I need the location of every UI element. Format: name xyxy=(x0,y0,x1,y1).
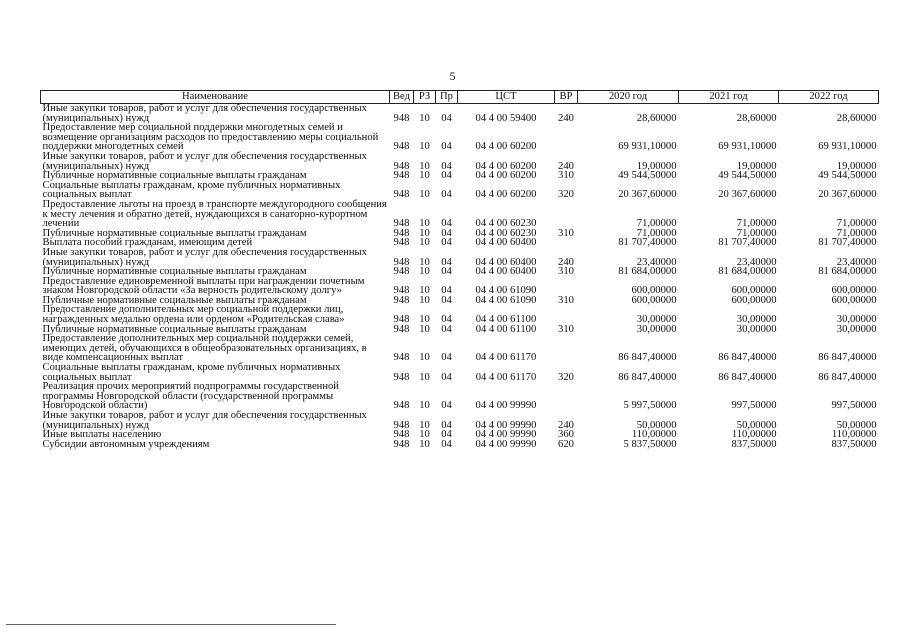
cell-vr: 240 xyxy=(558,160,574,172)
cell-cst: 04 4 00 99990 xyxy=(475,438,537,450)
cell-2020: 49 544,50000 xyxy=(618,170,677,182)
cell-ved: 948 xyxy=(393,371,410,383)
cell-pr: 04 xyxy=(441,266,452,278)
cell-cst: 04 4 00 60200 xyxy=(475,189,537,201)
header-rz: РЗ xyxy=(414,91,436,104)
cell-name: Публичные нормативные социальные выплаты гражданам xyxy=(42,323,307,335)
cell-ved: 948 xyxy=(393,160,410,172)
cell-cst: 04 4 00 61170 xyxy=(475,371,537,383)
cell-vr: 310 xyxy=(558,227,574,239)
cell-2022: 23,40000 xyxy=(836,256,877,268)
cell-2021: 81 684,00000 xyxy=(718,266,777,278)
cell-2022: 86 847,40000 xyxy=(818,371,877,383)
cell-ved: 948 xyxy=(393,400,410,412)
cell-pr: 04 xyxy=(441,256,452,268)
cell-rz: 10 xyxy=(419,256,430,268)
cell-2020: 86 847,40000 xyxy=(618,371,677,383)
cell-pr: 04 xyxy=(441,314,452,326)
cell-2022: 110,00000 xyxy=(831,429,877,441)
cell-name: Реализация прочих мероприятий подпрограммы государственной программы Новгородской области (государственной программы Новгородской области) xyxy=(42,381,339,412)
table-body xyxy=(41,104,879,450)
cell-rz: 10 xyxy=(419,294,430,306)
cell-2020: 81 684,00000 xyxy=(618,266,677,278)
cell-rz: 10 xyxy=(419,141,430,153)
table-row xyxy=(41,363,879,382)
header-cst: ЦСТ xyxy=(458,91,555,104)
cell-2021: 19,00000 xyxy=(736,160,777,172)
cell-2021: 86 847,40000 xyxy=(718,371,777,383)
cell-2021: 81 707,40000 xyxy=(718,237,777,249)
cell-2020: 86 847,40000 xyxy=(618,352,677,364)
header-2022: 2022 год xyxy=(779,91,879,104)
cell-2022: 30,00000 xyxy=(836,323,877,335)
table-row xyxy=(41,440,879,450)
cell-ved: 948 xyxy=(393,227,410,239)
cell-ved: 948 xyxy=(393,314,410,326)
cell-ved: 948 xyxy=(393,189,410,201)
cell-vr xyxy=(555,123,578,152)
cell-rz: 10 xyxy=(419,160,430,172)
cell-cst: 04 4 00 61090 xyxy=(475,294,537,306)
cell-name: Иные закупки товаров, работ и услуг для обеспечения государственных (муниципальных) нужд xyxy=(42,103,367,124)
cell-vr: 240 xyxy=(558,419,574,431)
cell-name: Социальные выплаты гражданам, кроме публичных нормативных социальных выплат xyxy=(42,179,341,201)
cell-rz: 10 xyxy=(419,189,430,201)
table-row xyxy=(41,305,879,324)
table-header-row xyxy=(41,91,879,104)
cell-cst: 04 4 00 61170 xyxy=(475,352,537,364)
cell-2021: 86 847,40000 xyxy=(718,352,777,364)
cell-cst: 04 4 00 61100 xyxy=(475,314,537,326)
cell-pr: 04 xyxy=(441,160,452,172)
cell-cst: 04 4 00 59400 xyxy=(475,112,537,124)
cell-2021: 837,50000 xyxy=(731,438,777,450)
cell-vr xyxy=(555,334,578,363)
cell-ved: 948 xyxy=(393,419,410,431)
cell-vr: 240 xyxy=(558,112,574,124)
cell-2021: 600,00000 xyxy=(731,285,777,297)
cell-2021: 71,00000 xyxy=(736,218,777,230)
cell-2020: 600,00000 xyxy=(631,285,677,297)
cell-2020: 50,00000 xyxy=(636,419,677,431)
cell-name: Иные закупки товаров, работ и услуг для обеспечения государственных (муниципальных) нужд xyxy=(42,246,367,268)
cell-pr: 04 xyxy=(441,218,452,230)
cell-pr: 04 xyxy=(441,438,452,450)
cell-ved: 948 xyxy=(393,112,410,124)
cell-vr xyxy=(555,305,578,324)
cell-name: Публичные нормативные социальные выплаты гражданам xyxy=(42,266,307,278)
cell-rz: 10 xyxy=(419,112,430,124)
cell-2021: 997,50000 xyxy=(731,400,777,412)
cell-ved: 948 xyxy=(393,285,410,297)
cell-2020: 110,00000 xyxy=(631,429,677,441)
cell-rz: 10 xyxy=(419,323,430,335)
budget-table xyxy=(40,90,879,449)
cell-name: Предоставление дополнительных мер социальной поддержки семей, имеющих детей, обучающихся в общеобразовательных организациях, в виде компенсационных выплат xyxy=(42,333,367,364)
cell-cst: 04 4 00 99990 xyxy=(475,400,537,412)
cell-2022: 71,00000 xyxy=(836,227,877,239)
cell-2021: 49 544,50000 xyxy=(718,170,777,182)
cell-vr xyxy=(555,382,578,411)
cell-rz: 10 xyxy=(419,371,430,383)
cell-cst: 04 4 00 60200 xyxy=(475,160,537,172)
cell-pr: 04 xyxy=(441,429,452,441)
cell-2022: 71,00000 xyxy=(836,218,877,230)
cell-rz: 10 xyxy=(419,237,430,249)
cell-2020: 28,60000 xyxy=(636,112,677,124)
cell-name: Предоставление мер социальной поддержки многодетных семей и возмещение организациям расходов по предоставлению меры социальной поддержки многодетных семей xyxy=(42,122,379,153)
header-name: Наименование xyxy=(41,91,390,104)
cell-name: Выплата пособий гражданам, имеющим детей xyxy=(42,237,253,249)
cell-vr: 320 xyxy=(558,371,574,383)
cell-vr xyxy=(555,200,578,229)
cell-ved: 948 xyxy=(393,294,410,306)
cell-vr xyxy=(555,238,578,248)
cell-cst: 04 4 00 61090 xyxy=(475,285,537,297)
cell-pr: 04 xyxy=(441,141,452,153)
cell-ved: 948 xyxy=(393,266,410,278)
cell-name: Иные закупки товаров, работ и услуг для обеспечения государственных (муниципальных) нужд xyxy=(42,150,367,172)
cell-2020: 71,00000 xyxy=(636,227,677,239)
cell-2021: 69 931,10000 xyxy=(718,141,777,153)
cell-vr: 310 xyxy=(558,170,574,182)
cell-cst: 04 4 00 60400 xyxy=(475,237,537,249)
cell-ved: 948 xyxy=(393,218,410,230)
table-row xyxy=(41,411,879,430)
cell-2020: 5 837,50000 xyxy=(623,438,677,450)
table-row xyxy=(41,181,879,200)
cell-name: Предоставление льготы на проезд в транспорте междугородного сообщения к месту лечения и обратно детей, нуждающихся в санаторно-курортном лечении xyxy=(42,198,387,230)
cell-rz: 10 xyxy=(419,266,430,278)
cell-2020: 600,00000 xyxy=(631,294,677,306)
cell-2021: 28,60000 xyxy=(736,112,777,124)
cell-2022: 20 367,60000 xyxy=(818,189,877,201)
cell-2022: 600,00000 xyxy=(831,294,877,306)
cell-rz: 10 xyxy=(419,438,430,450)
cell-pr: 04 xyxy=(441,294,452,306)
cell-cst: 04 4 00 60200 xyxy=(475,141,537,153)
cell-2022: 69 931,10000 xyxy=(818,141,877,153)
cell-2021: 50,00000 xyxy=(736,419,777,431)
cell-2021: 30,00000 xyxy=(736,323,777,335)
cell-ved: 948 xyxy=(393,352,410,364)
cell-cst: 04 4 00 60400 xyxy=(475,256,537,268)
table-row xyxy=(41,248,879,267)
cell-rz: 10 xyxy=(419,352,430,364)
cell-ved: 948 xyxy=(393,170,410,182)
cell-2020: 71,00000 xyxy=(636,218,677,230)
cell-cst: 04 4 00 60200 xyxy=(475,170,537,182)
cell-name: Предоставление единовременной выплаты при награждении почетным знаком Новгородской области «За верность родительскому долгу» xyxy=(42,275,365,297)
cell-name: Социальные выплаты гражданам, кроме публичных нормативных социальных выплат xyxy=(42,362,341,383)
cell-2021: 30,00000 xyxy=(736,314,777,326)
table-row xyxy=(41,152,879,171)
cell-ved: 948 xyxy=(393,256,410,268)
cell-pr: 04 xyxy=(441,227,452,239)
cell-ved: 948 xyxy=(393,438,410,450)
cell-2020: 23,40000 xyxy=(636,256,677,268)
cell-rz: 10 xyxy=(419,419,430,431)
cell-pr: 04 xyxy=(441,371,452,383)
cell-vr xyxy=(555,277,578,296)
cell-cst: 04 4 00 60230 xyxy=(475,227,537,239)
cell-2020: 19,00000 xyxy=(636,160,677,172)
cell-ved: 948 xyxy=(393,429,410,441)
cell-2022: 997,50000 xyxy=(831,400,877,412)
table-row xyxy=(41,277,879,296)
cell-vr: 310 xyxy=(558,266,574,278)
cell-2021: 600,00000 xyxy=(731,294,777,306)
cell-2020: 81 707,40000 xyxy=(618,237,677,249)
cell-rz: 10 xyxy=(419,170,430,182)
cell-name: Публичные нормативные социальные выплаты гражданам xyxy=(42,227,307,239)
cell-pr: 04 xyxy=(441,189,452,201)
table-row xyxy=(41,200,879,229)
header-vr: ВР xyxy=(555,91,578,104)
cell-vr: 240 xyxy=(558,256,574,268)
cell-pr: 04 xyxy=(441,112,452,124)
cell-name: Иные закупки товаров, работ и услуг для обеспечения государственных (муниципальных) нужд xyxy=(42,410,367,431)
cell-2022: 30,00000 xyxy=(836,314,877,326)
cell-vr: 310 xyxy=(558,323,574,335)
cell-2022: 81 707,40000 xyxy=(818,237,877,249)
footer-rule xyxy=(6,624,336,625)
cell-name: Субсидии автономным учреждениям xyxy=(42,438,210,450)
cell-2022: 50,00000 xyxy=(836,419,877,431)
cell-2022: 81 684,00000 xyxy=(818,266,877,278)
table-row xyxy=(41,334,879,363)
cell-2022: 49 544,50000 xyxy=(818,170,877,182)
cell-pr: 04 xyxy=(441,285,452,297)
cell-ved: 948 xyxy=(393,141,410,153)
cell-pr: 04 xyxy=(441,237,452,249)
cell-2022: 86 847,40000 xyxy=(818,352,877,364)
cell-2022: 19,00000 xyxy=(836,160,877,172)
cell-2020: 30,00000 xyxy=(636,323,677,335)
cell-rz: 10 xyxy=(419,285,430,297)
header-ved: Вед xyxy=(390,91,414,104)
cell-ved: 948 xyxy=(393,323,410,335)
header-2021: 2021 год xyxy=(679,91,779,104)
cell-ved: 948 xyxy=(393,237,410,249)
cell-name: Публичные нормативные социальные выплаты гражданам xyxy=(42,170,307,182)
cell-name: Публичные нормативные социальные выплаты гражданам xyxy=(42,294,307,306)
cell-pr: 04 xyxy=(441,352,452,364)
cell-name: Предоставление дополнительных мер социальной поддержки лиц, награжденных медалью ордена или орденом «Родительская слава» xyxy=(42,304,345,326)
cell-vr: 620 xyxy=(558,438,574,450)
cell-2022: 837,50000 xyxy=(831,438,877,450)
cell-2021: 23,40000 xyxy=(736,256,777,268)
table-row xyxy=(41,382,879,411)
cell-2022: 28,60000 xyxy=(836,112,877,124)
table-row xyxy=(41,123,879,152)
cell-cst: 04 4 00 60400 xyxy=(475,266,537,278)
cell-rz: 10 xyxy=(419,400,430,412)
cell-2020: 5 997,50000 xyxy=(623,400,677,412)
cell-vr: 360 xyxy=(558,429,574,441)
cell-name: Иные выплаты населению xyxy=(42,429,162,441)
cell-2021: 110,00000 xyxy=(731,429,777,441)
cell-cst: 04 4 00 61100 xyxy=(475,323,537,335)
cell-2020: 30,00000 xyxy=(636,314,677,326)
cell-pr: 04 xyxy=(441,400,452,412)
header-2020: 2020 год xyxy=(578,91,679,104)
cell-vr: 320 xyxy=(558,189,574,201)
cell-vr: 310 xyxy=(558,294,574,306)
cell-2020: 69 931,10000 xyxy=(618,141,677,153)
header-pr: Пр xyxy=(436,91,458,104)
cell-2021: 20 367,60000 xyxy=(718,189,777,201)
cell-pr: 04 xyxy=(441,419,452,431)
cell-pr: 04 xyxy=(441,170,452,182)
cell-pr: 04 xyxy=(441,323,452,335)
table-row xyxy=(41,104,879,124)
cell-rz: 10 xyxy=(419,314,430,326)
cell-rz: 10 xyxy=(419,429,430,441)
cell-cst: 04 4 00 99990 xyxy=(475,419,537,431)
cell-2020: 20 367,60000 xyxy=(618,189,677,201)
cell-rz: 10 xyxy=(419,227,430,239)
cell-2022: 600,00000 xyxy=(831,285,877,297)
cell-2021: 71,00000 xyxy=(736,227,777,239)
cell-rz: 10 xyxy=(419,218,430,230)
page-number: 5 xyxy=(449,69,456,83)
cell-cst: 04 4 00 60230 xyxy=(475,218,537,230)
cell-cst: 04 4 00 99990 xyxy=(475,429,537,441)
